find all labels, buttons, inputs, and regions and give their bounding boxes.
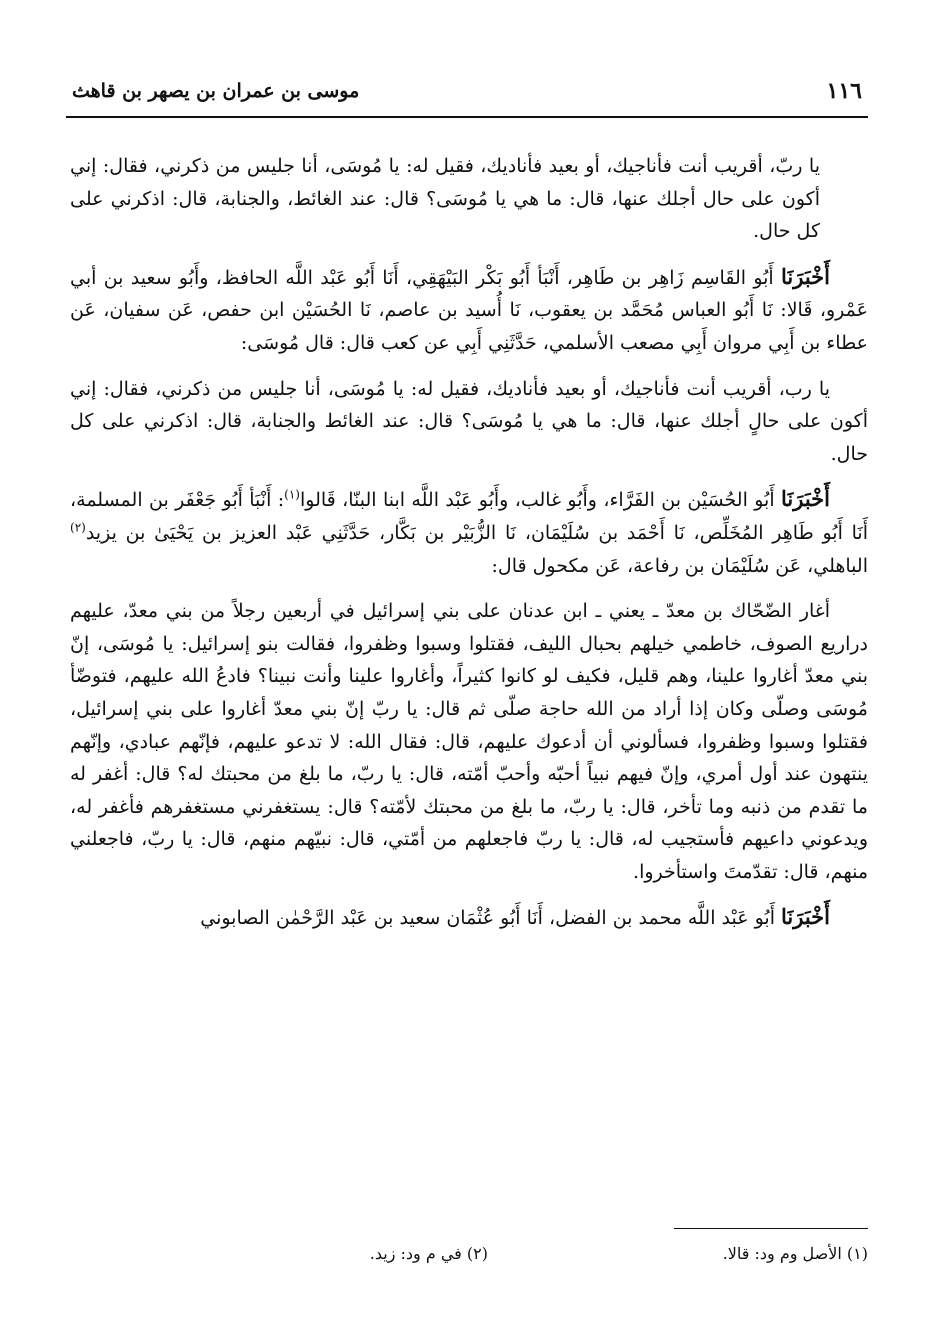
paragraph-text: : أَنْبَأ أَبُو جَعْفَر بن المسلمة، أَنَا أَبُو طَاهِر المُخَلِّص، نَا أَحْمَد بن سُلَيْمَان، نَا الزُّبَيْر بن بَكَّار، حَدَّثَنِي عَبْد العزيز بن يَحْيَىٰ بن يزيد (70, 489, 868, 544)
footnote-1: (١) الأصل وم ود: قالا. (722, 1244, 868, 1263)
paragraph-4 (70, 483, 868, 582)
paragraph-1 (70, 150, 868, 248)
akhbarana-heading: أَخْبَرَنَا (781, 904, 830, 930)
footnote-2: (٢) في م ود: زيد. (369, 1244, 488, 1263)
main-text (70, 150, 868, 948)
footnote-ref-1[interactable]: (١) (284, 488, 300, 503)
footnote-ref-2[interactable]: (٢) (70, 520, 86, 535)
paragraph-5 (70, 595, 868, 888)
paragraph-text: أَبُو القَاسِم زَاهِر بن طَاهِر، أَنْبَأ أَبُو بَكْر البَيْهَقِي، أَنَا أَبُو عَبْد اللَّه الحافظ، وأَبُو سعيد بن أبي عَمْرو، قَالا: نَا أَبُو العباس مُحَمَّد بن يعقوب، نَا أُسيد بن عاصم، نَا الحُسَيْن ابن حفص، عَن سفيان، عَن عطاء بن أَبِي مروان أَبِي مصعب الأسلمي، حَدَّثَنِي أَبِي عن كعب قال: قال مُوسَى: (70, 266, 868, 354)
paragraph-text: الباهلي، عَن سُلَيْمَان بن رفاعة، عَن مكحول قال: (491, 554, 868, 577)
footnotes (70, 1244, 868, 1274)
paragraph-2 (70, 261, 868, 360)
page-header (66, 72, 868, 118)
paragraph-text: يا رب، أقريب أنت فأناجيك، أو بعيد فأناديك، فقيل له: يا مُوسَى، أنا جليس من ذكرني، فقال: إني أكون على حالٍ أجلك عنها، قال: ما هي يا مُوسَى؟ قال: عند الغائط والجنابة، قال: اذكرني على كل حال. (70, 377, 868, 465)
running-title: موسى بن عمران بن يصهر بن قاهث (72, 80, 360, 102)
page-number: ١١٦ (826, 78, 862, 104)
paragraph-text: أَبُو الحُسَيْن بن الفَرَّاء، وأَبُو غالب، وأَبُو عَبْد اللَّه ابنا البنّا، قَالوا (299, 489, 782, 512)
akhbarana-heading: أَخْبَرَنَا (781, 486, 830, 512)
paragraph-3 (70, 373, 868, 471)
paragraph-6 (70, 901, 868, 935)
footnote-divider (674, 1228, 868, 1229)
akhbarana-heading: أَخْبَرَنَا (781, 263, 830, 289)
paragraph-text: يا ربّ، أقريب أنت فأناجيك، أو بعيد فأناديك، فقيل له: يا مُوسَى، أنا جليس من ذكرني، فقال: إني أكون على حال أجلك عنها، قال: ما هي يا مُوسَى؟ قال: عند الغائط، والجنابة، قال: اذكرني على كل حال. (70, 155, 820, 243)
paragraph-text: أَبُو عَبْد اللَّه محمد بن الفضل، أَنَا أَبُو عُثْمَان سعيد بن عَبْد الرَّحْمٰن الصابوني (200, 907, 782, 930)
paragraph-text: أغار الضّحّاك بن معدّ ـ يعني ـ ابن عدنان على بني إسرائيل في أربعين رجلاً من بني معدّ، عليهم دراريع الصوف، خاطمي خيلهم بحبال الليف، فقتلوا وسبوا وظفروا، فقالت بنو إسرائيل: يا مُوسَى، إنّ بني معدّ أغاروا علينا، وهم قليل، فكيف لو كانوا كثيراً، وأغاروا علينا وأنت نبينا؟ فادعُ الله عليهم، فتوضّأ مُوسَى وصلّى وكان إذا أراد من الله حاجة صلّى ثم قال: يا ربّ إنّ بني معدّ أغاروا على بني إسرائيل، فقتلوا وسبوا وظفروا، فسألوني أن أدعوك عليهم، قال: فقال الله: لا تدعو عليهم، فإنّهم عبادي، وإنّهم ينتهون عند أول أمري، وإنّ فيهم نبياً أحبّه وأحبّ أمّته، قال: يا ربّ، ما بلغ من محبتك له؟ قال: أغفر له ما تقدم من ذنبه وما تأخر، قال: يا ربّ، ما بلغ من محبتك لأمّته؟ قال: يستغفرني مستغفرهم فأغفر له، ويدعوني داعيهم فأستجيب له، قال: يا ربّ فاجعلهم من أمّتي، قال: نبيّهم منهم، قال: يا ربّ، فاجعلني منهم، قال: تقدّمتَ واستأخروا. (70, 600, 868, 883)
